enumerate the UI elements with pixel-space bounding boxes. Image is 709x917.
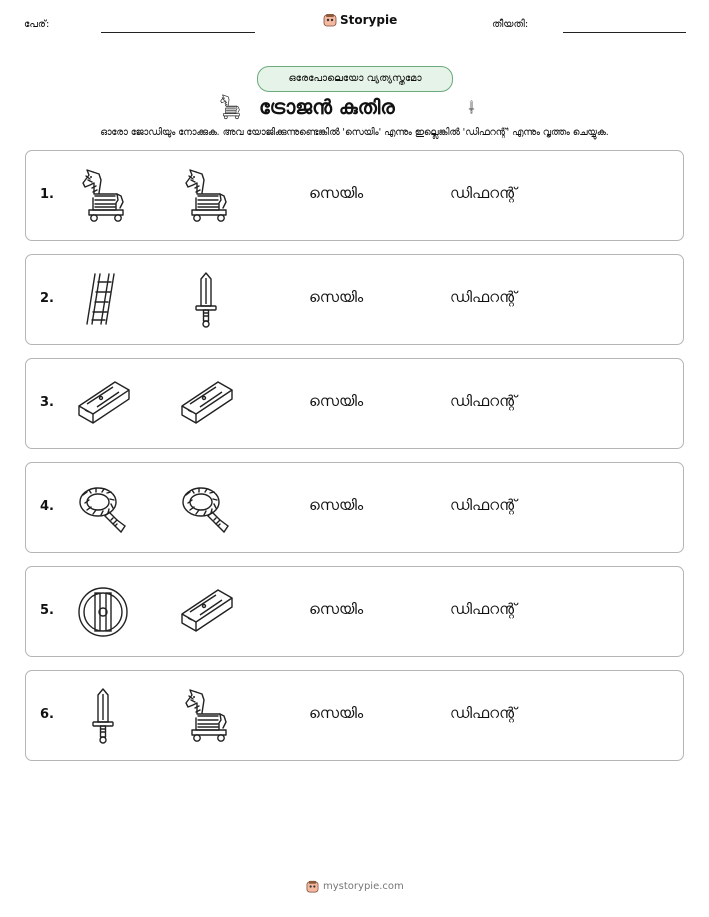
question-number: 5. <box>40 603 54 618</box>
question-number: 4. <box>40 499 54 514</box>
different-option[interactable]: ഡിഫറന്റ് <box>450 288 517 306</box>
worksheet-tag: ഒരേപോലെയോ വ്യത്യസ്തമോ <box>257 66 453 92</box>
same-option[interactable]: സെയിം <box>309 496 364 514</box>
rope-icon <box>73 478 133 538</box>
rope-icon <box>176 478 236 538</box>
trojan-horse-icon <box>176 686 236 746</box>
title-row <box>0 92 709 122</box>
question-row <box>25 670 684 761</box>
wooden-plank-icon <box>176 374 236 434</box>
brand <box>323 13 397 27</box>
trojan-horse-icon <box>216 93 244 121</box>
sword-icon <box>470 93 486 121</box>
wooden-plank-icon <box>73 374 133 434</box>
question-number: 3. <box>40 395 54 410</box>
sword-icon <box>176 270 236 330</box>
same-option[interactable]: സെയിം <box>309 288 364 306</box>
question-row <box>25 566 684 657</box>
question-number: 6. <box>40 707 54 722</box>
same-option[interactable]: സെയിം <box>309 704 364 722</box>
footer-site[interactable]: mystorypie.com <box>323 881 404 892</box>
shield-icon <box>73 582 133 642</box>
name-line[interactable] <box>101 32 255 33</box>
date-label: തീയതി: <box>492 19 529 30</box>
same-option[interactable]: സെയിം <box>309 392 364 410</box>
different-option[interactable]: ഡിഫറന്റ് <box>450 392 517 410</box>
question-number: 2. <box>40 291 54 306</box>
question-number: 1. <box>40 187 54 202</box>
date-line[interactable] <box>563 32 686 33</box>
instructions: ഓരോ ജോഡിയും നോക്കുക. അവ യോജിക്കുന്നുണ്ടെങ്കിൽ 'സെയിം' എന്നും ഇല്ലെങ്കിൽ 'ഡിഫറന്റ്' എന്നും വൃത്തം ചെയ്യുക. <box>100 127 609 138</box>
question-row <box>25 358 684 449</box>
question-row <box>25 254 684 345</box>
same-option[interactable]: സെയിം <box>309 600 364 618</box>
trojan-horse-icon <box>73 166 133 226</box>
page-title: ട്രോജൻ കുതിര <box>259 95 395 119</box>
ladder-icon <box>73 270 133 330</box>
storypie-logo-icon <box>306 880 319 893</box>
question-row <box>25 462 684 553</box>
question-row <box>25 150 684 241</box>
different-option[interactable]: ഡിഫറന്റ് <box>450 600 517 618</box>
trojan-horse-icon <box>176 166 236 226</box>
storypie-logo-icon <box>323 13 337 27</box>
wooden-plank-icon <box>176 582 236 642</box>
brand-name: Storypie <box>340 13 398 27</box>
different-option[interactable]: ഡിഫറന്റ് <box>450 704 517 722</box>
footer <box>306 880 404 893</box>
different-option[interactable]: ഡിഫറന്റ് <box>450 496 517 514</box>
sword-icon <box>73 686 133 746</box>
name-label: പേര്: <box>24 19 50 30</box>
same-option[interactable]: സെയിം <box>309 184 364 202</box>
different-option[interactable]: ഡിഫറന്റ് <box>450 184 517 202</box>
